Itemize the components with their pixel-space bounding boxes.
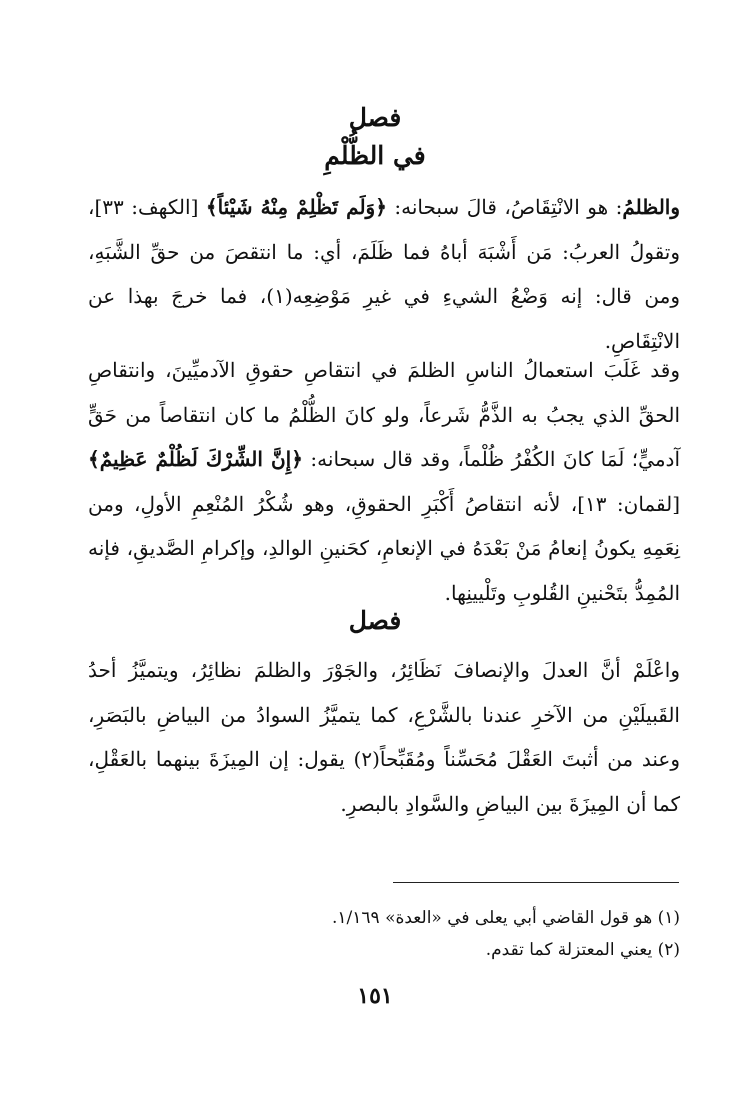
paragraph-text: واعْلَمْ أنَّ العدلَ والإنصافَ نَظَائِرُ، والجَوْرَ والظلمَ نظائِرُ، ويتميَّزُ أحدُ القَبيلَيْنِ من الآخرِ عندنا بالشَّرْعِ، كما يتميَّزُ السوادُ من البياضِ بالبَصَرِ، وعند من أثبتَ العَقْلَ مُحَسِّناً ومُقَبِّحاً xyxy=(88,658,680,771)
paragraph-usage xyxy=(88,348,680,615)
chapter-title: في الظُّلْمِ xyxy=(324,141,426,170)
footnotes-list xyxy=(88,902,680,966)
footnote: (٢) يعني المعتزلة كما تقدم. xyxy=(485,940,680,960)
paragraph-text: ، فما خرجَ بهذا عن الانْتِقَاصِ. xyxy=(88,284,680,353)
footnote-divider xyxy=(393,882,679,883)
paragraph-text: وقد غَلَبَ استعمالُ الناسِ الظلمَ في انتقاصِ حقوقِ الآدميِّينَ، وانتقاصِ الحقِّ الذي يجبُ به الذَّمُّ شَرعاً، ولو كانَ الظُّلْمُ ما كان انتقاصاً من حَقٍّ آدميٍّ؛ لَمَا كانَ الكُفْرُ ظُلْماً، وقد قال سبحانه: xyxy=(88,358,681,471)
paragraph-text: يقول: إن المِيزَةَ بينهما بالعَقْلِ، كما أن المِيزَةَ بين البياضِ والسَّوادِ بالبصرِ. xyxy=(88,747,680,816)
quran-verse: ﴿وَلَم تَظْلِمْ مِنْهُ شَيْئاً﴾ xyxy=(205,195,387,219)
paragraph-text: [لقمان: ١٣]، لأنه انتقاصُ أَكْبَرِ الحقوقِ، وهو شُكْرُ المُنْعِمِ الأولِ، ومن نِعَمِهِ يكونُ إنعامُ مَنْ بَعْدَهُ في الإنعامِ، كحَنينِ الوالدِ، وإكرامِ الصَّديقِ، فإنه المُمِدُّ بتَحْنينِ القُلوبِ وتَلْيينِها. xyxy=(88,491,680,605)
section-heading: فصل xyxy=(348,103,402,132)
paragraph-text: [الكهف: ٣٣]، وتقولُ العربُ: مَن أَشْبَهَ أباهُ فما ظَلَمَ، أي: ما انتقصَ من حقِّ الشَّبَهِ، ومن قال: إنه وَضْعُ الشيءِ في غيرِ مَوْضِعِه xyxy=(88,195,680,308)
paragraph-text: : هو الانْتِقَاصُ، قالَ سبحانه: xyxy=(386,195,623,219)
footnote: (١) هو قول القاضي أبي يعلى في «العدة» ١/١٦٩. xyxy=(332,908,680,928)
paragraph-definition xyxy=(88,185,680,363)
paragraph-justice xyxy=(88,648,680,826)
footnote-reference[interactable]: (٢) xyxy=(353,747,380,771)
quran-verse: ﴿إِنَّ الشِّرْكَ لَظُلْمٌ عَظِيمٌ﴾ xyxy=(88,447,303,471)
section-heading: فصل xyxy=(348,606,402,635)
footnote-reference[interactable]: (١) xyxy=(266,284,293,308)
lead-term: والظلمُ xyxy=(622,195,681,219)
page-number: ١٥١ xyxy=(357,983,393,1009)
